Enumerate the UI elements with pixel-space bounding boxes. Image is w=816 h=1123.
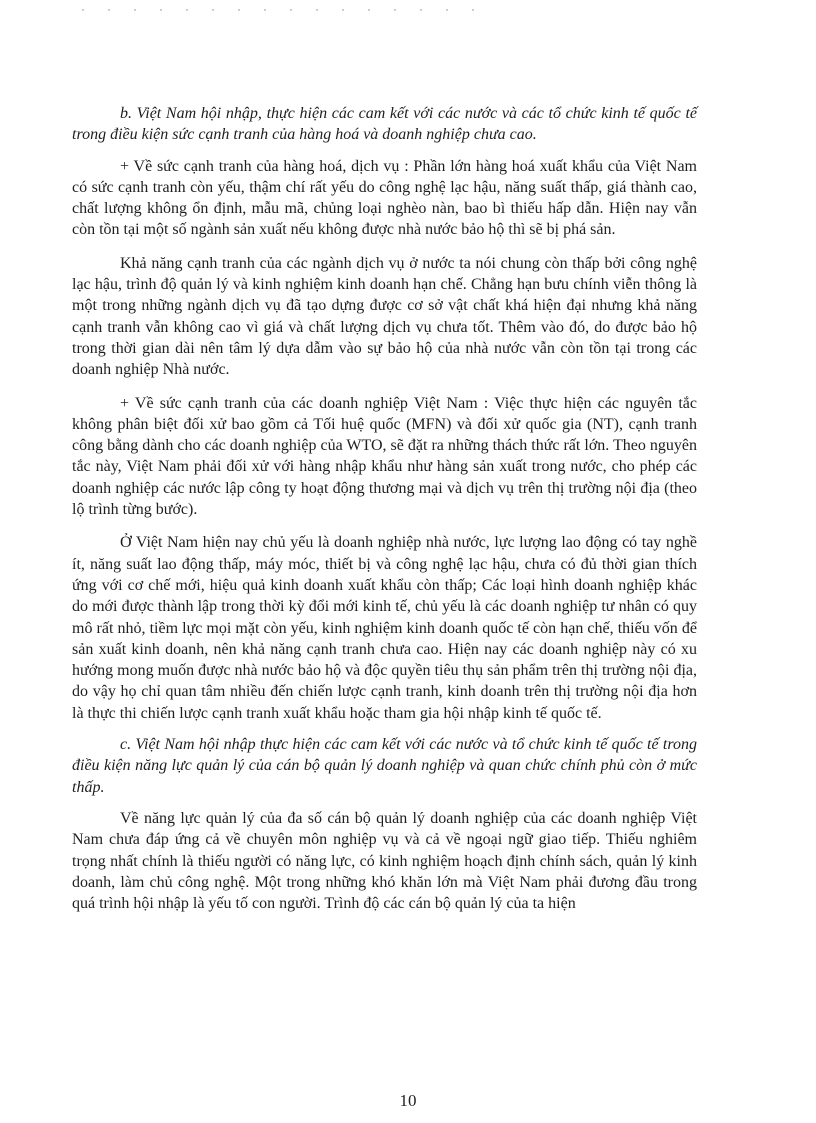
paragraph-enterprise-competitiveness: + Về sức cạnh tranh của các doanh nghiệp Việt Nam : Việc thực hiện các nguyên tắc không phân biệt đối xử bao gồm cả Tối huệ quốc (MFN) và đối xử quốc gia (NT), cạnh tranh công bằng dành cho các doanh nghiệp của WTO, sẽ đặt ra những thách thức rất lớn. Theo nguyên tắc này, Việt Nam phải đối xử với hàng nhập khẩu như hàng sản xuất trong nước, cho phép các doanh nghiệp các nước lập công ty hoạt động thương mại và dịch vụ trên thị trường nội địa (theo lộ trình từng bước). — [72, 394, 697, 519]
section-heading-b: b. Việt Nam hội nhập, thực hiện các cam kết với các nước và các tổ chức kinh tế quốc tế trong điều kiện sức cạnh tranh của hàng hoá và doanh nghiệp chưa cao. — [72, 105, 697, 144]
section-heading-c: c. Việt Nam hội nhập thực hiện các cam kết với các nước và tổ chức kinh tế quốc tế trong điều kiện năng lực quản lý của cán bộ quản lý doanh nghiệp và quan chức chính phủ còn ở mức thấp. — [72, 736, 697, 796]
page-number: 10 — [399, 1091, 417, 1110]
paragraph-management-capacity: Về năng lực quản lý của đa số cán bộ quản lý doanh nghiệp của các doanh nghiệp Việt Nam chưa đáp ứng cả về chuyên môn nghiệp vụ và cả về ngoại ngữ giao tiếp. Thiếu nghiêm trọng nhất chính là thiếu người có năng lực, có kinh nghiệm hoạch định chính sách, quản lý kinh doanh, làm chủ công nghệ. Một trong những khó khăn lớn mà Việt Nam phải đương đầu trong quá trình hội nhập là yếu tố con người. Trình độ các cán bộ quản lý của ta hiện — [72, 809, 697, 913]
scan-noise-dots — [70, 6, 490, 14]
paragraph-state-enterprises: Ở Việt Nam hiện nay chủ yếu là doanh nghiệp nhà nước, lực lượng lao động có tay nghề ít, năng suất lao động thấp, máy móc, thiết bị và công nghệ lạc hậu, chưa có đủ thời gian thích ứng với cơ chế mới, hiệu quả kinh doanh xuất khẩu còn thấp; Các loại hình doanh nghiệp khác do mới được thành lập trong thời kỳ đổi mới kinh tế, chủ yếu là các doanh nghiệp tư nhân có quy mô rất nhỏ, tiềm lực mọi mặt còn yếu, kinh nghiệm kinh doanh quốc tế còn hạn chế, thiếu vốn để sản xuất kinh doanh, nên khả năng cạnh tranh chưa cao. Hiện nay các doanh nghiệp này có xu hướng mong muốn được nhà nước bảo hộ và độc quyền tiêu thụ sản phẩm trên thị trường nội địa, do vậy họ chỉ quan tâm nhiều đến chiến lược cạnh tranh, kinh doanh trên thị trường nội địa hơn là thực thi chiến lược cạnh tranh xuất khẩu hoặc tham gia hội nhập kinh tế quốc tế. — [72, 534, 697, 722]
paragraph-goods-competitiveness: + Về sức cạnh tranh của hàng hoá, dịch vụ : Phần lớn hàng hoá xuất khẩu của Việt Nam có sức cạnh tranh còn yếu, thậm chí rất yếu do công nghệ lạc hậu, năng suất thấp, giá thành cao, chất lượng không ổn định, mẫu mã, chủng loại nghèo nàn, bao bì thiếu hấp dẫn. Hiện nay vẫn còn tồn tại một số ngành sản xuất nếu không được nhà nước bảo hộ thì sẽ bị phá sản. — [72, 157, 697, 239]
paragraph-services-competitiveness: Khả năng cạnh tranh của các ngành dịch vụ ở nước ta nói chung còn thấp bởi công nghệ lạc hậu, trình độ quản lý và kinh nghiệm kinh doanh hạn chế. Chẳng hạn bưu chính viễn thông là một trong những ngành dịch vụ đã tạo dựng được cơ sở vật chất khá hiện đại nhưng khả năng cạnh tranh vẫn không cao vì giá và chất lượng dịch vụ chưa tốt. Thêm vào đó, do được bảo hộ trong thời gian dài nên tâm lý dựa dẫm vào sự bảo hộ của nhà nước vẫn còn tồn tại trong các doanh nghiệp Nhà nước. — [72, 254, 697, 379]
page-body — [72, 103, 697, 914]
